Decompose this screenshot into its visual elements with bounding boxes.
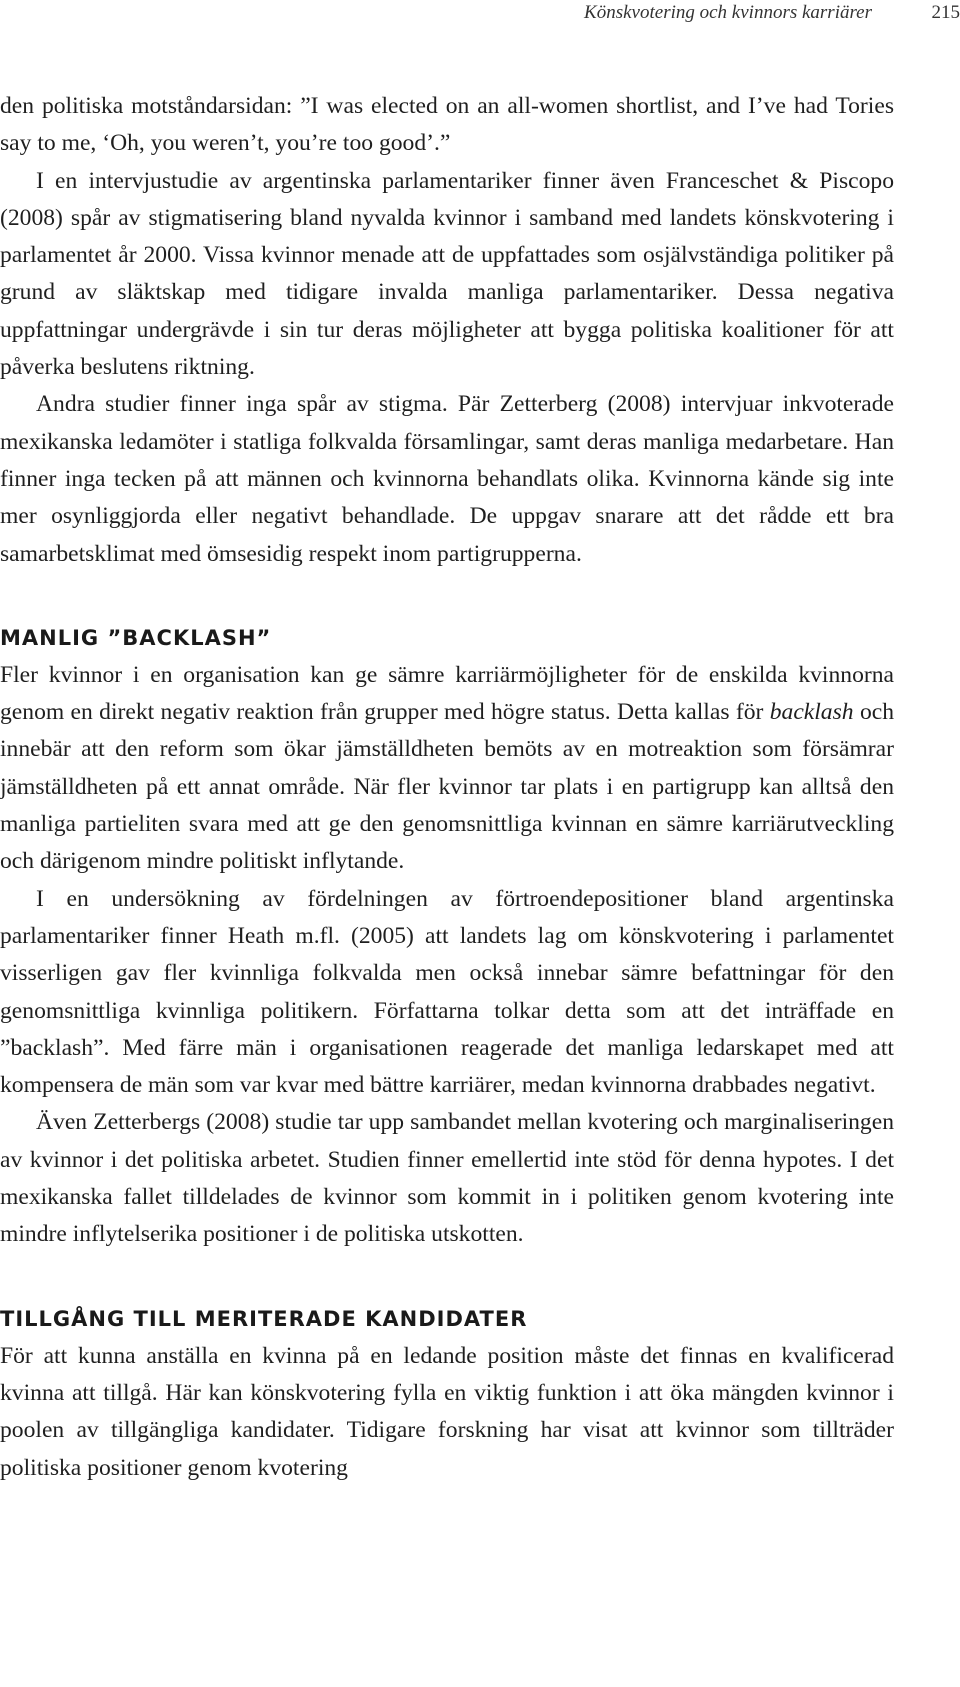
paragraph-5: I en undersökning av fördelningen av förtroendepositioner bland argentinska parlamentariker finner Heath m.fl. (2005) att landets lag om könskvotering i parlamentet visserligen gav fler kvinnliga folkvalda men också innebar sämre befattningar för den genomsnittliga kvinnliga politikern. Författarna tolkar detta som att det inträffade en ”backlash”. Med färre män i organisationen reagerade det manliga ledarskapet med att kompensera de män som var kvar med bättre karriärer, medan kvinnorna drabbades negativt. [0,885,894,1099]
page-number: 215 [931,2,960,23]
paragraph-2: I en intervjustudie av argentinska parlamentariker finner även Franceschet & Piscopo (2008) spår av stigmatisering bland nyvalda kvinnor i samband med landets könskvotering i parlamentet år 2000. Vissa kvinnor menade att de uppfattades som osjälvständiga politiker på grund av släktskap med tidigare invalda manliga parlamentariker. Dessa negativa uppfattningar undergrävde i sin tur deras möjligheter att bygga politiska koalitioner för att påverka beslutens riktning. [0,167,894,381]
section-heading-candidates: TILLGÅNG TILL MERITERADE KANDIDATER [0,1306,528,1331]
paragraph-4-emphasis: backlash [769,699,854,726]
paragraph-7: För att kunna anställa en kvinna på en ledande position måste det finnas en kvalificerad kvinna att tillgå. Här kan könskvotering fylla en viktig funktion i att öka mängden kvinnor i poolen av tillgängliga kandidater. Tidigare forskning har visat att kvinnor som tillträder politiska positioner genom kvotering [0,1342,894,1481]
body-text [0,88,894,1487]
paragraph-4-part-b: och innebär att den reform som ökar jämställdheten bemöts av en motreaktion som försämrar jämställdheten på ett annat område. När fler kvinnor tar plats i en partigrupp kan alltså den manliga partieliten svara med att ge den genomsnittliga kvinnan en sämre karriärutveckling och därigenom mindre politiskt inflytande. [0,699,895,875]
paragraph-4 [0,657,894,881]
running-head [0,2,960,32]
paragraph-1: den politiska motståndarsidan: ”I was elected on an all-women shortlist, and I’ve had Tories say to me, ‘Oh, you weren’t, you’re too good’.” [0,93,894,157]
paragraph-6: Även Zetterbergs (2008) studie tar upp sambandet mellan kvotering och marginaliseringen av kvinnor i det politiska arbetet. Studien finner emellertid inte stöd för denna hypotes. I det mexikanska fallet tilldelades de kvinnor som kommit in i politiken genom kvotering inte mindre inflytelserika positioner i de politiska utskotten. [0,1109,894,1248]
section-heading-backlash: MANLIG ”BACKLASH” [0,625,272,650]
paragraph-3: Andra studier finner inga spår av stigma. Pär Zetterberg (2008) intervjuar inkvoterade mexikanska ledamöter i statliga folkvalda församlingar, samt deras manliga medarbetare. Han finner inga tecken på att männen och kvinnorna behandlats olika. Kvinnorna kände sig inte mer osynliggjorda eller negativt behandlade. De uppgav snarare att det rådde ett bra samarbetsklimat med ömsesidig respekt inom partigrupperna. [0,391,894,567]
running-head-title: Könskvotering och kvinnors karriärer [584,2,872,23]
paragraph-4-part-a: Fler kvinnor i en organisation kan ge sämre karriärmöjligheter för de enskilda kvinnorna genom en direkt negativ reaktion från grupper med högre status. Detta kallas för [0,661,894,726]
